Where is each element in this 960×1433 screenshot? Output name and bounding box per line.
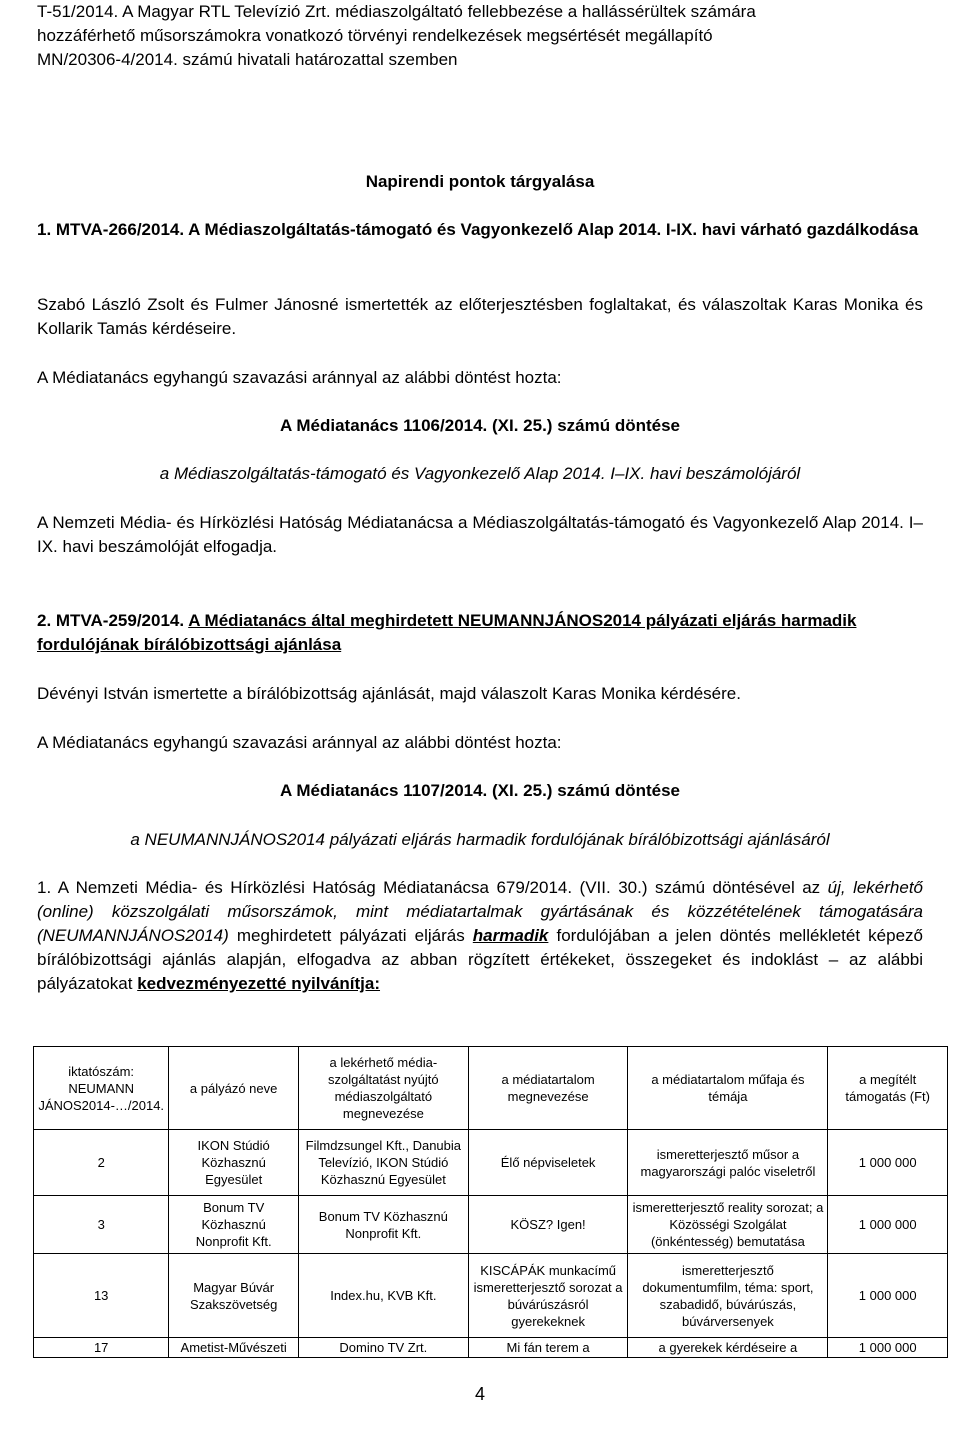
item1-vote: A Médiatanács egyhangú szavazási aránnyal az alábbi döntést hozta: xyxy=(37,368,562,387)
table-cell: Ametist-Művészeti xyxy=(169,1338,299,1358)
para-part-a: 1. A Nemzeti Média- és Hírközlési Hatóság Médiatanácsa 679/2014. (VII. 30.) számú döntésével az xyxy=(37,878,821,897)
table-cell: Filmdzsungel Kft., Danubia Televízió, IKON Stúdió Közhasznú Egyesület xyxy=(298,1130,468,1196)
table-cell: 1 000 000 xyxy=(828,1338,948,1358)
para-part-italic: új, lekérhető (online) közszolgálati műsorszámok, mint médiatartalmak gyártásának és közzétételének támogatására (NEUMANNJÁNOS2014) xyxy=(37,878,923,945)
table-cell: ismeretterjesztő dokumentumfilm, téma: sport, szabadidő, búvárúszás, búvárversenyek xyxy=(628,1254,828,1338)
table-cell: Bonum TV Közhasznú Nonprofit Kft. xyxy=(169,1196,299,1254)
item2-title xyxy=(37,609,923,657)
section-title: Napirendi pontok tárgyalása xyxy=(365,172,595,191)
item2-body: Dévényi István ismertette a bírálóbizottság ajánlását, majd válaszolt Karas Monika kérdésére. xyxy=(37,684,741,703)
table-cell: Magyar Búvár Szakszövetség xyxy=(169,1254,299,1338)
table-cell: 2 xyxy=(34,1130,169,1196)
para-part-bold2: kedvezményezetté nyilvánítja: xyxy=(137,974,381,993)
grant-table xyxy=(33,1046,948,1358)
table-header-row xyxy=(34,1047,948,1130)
item2-vote: A Médiatanács egyhangú szavazási aránnyal az alábbi döntést hozta: xyxy=(37,733,562,752)
para-part-b: meghirdetett pályázati eljárás xyxy=(236,926,465,945)
item2-title-rest: A Médiatanács által meghirdetett NEUMANNJÁNOS2014 pályázati eljárás harmadik fordulójának bírálóbizottsági ajánlása xyxy=(37,611,857,654)
table-header-cell: a médiatartalom megnevezése xyxy=(468,1047,628,1130)
table-cell: KISCÁPÁK munkacímű ismeretterjesztő sorozat a búvárúszásról gyerekeknek xyxy=(468,1254,628,1338)
table-cell: IKON Stúdió Közhasznú Egyesület xyxy=(169,1130,299,1196)
item1-title: 1. MTVA-266/2014. A Médiaszolgáltatás-támogató és Vagyonkezelő Alap 2014. I-IX. havi várható gazdálkodása xyxy=(37,220,919,239)
table-cell: 3 xyxy=(34,1196,169,1254)
header-line-2: hozzáférhető műsorszámokra vonatkozó törvényi rendelkezések megsértését megállapító xyxy=(37,26,713,45)
item1-decision-text: A Nemzeti Média- és Hírközlési Hatóság Médiatanácsa a Médiaszolgáltatás-támogató és Vagyonkezelő Alap 2014. I–IX. havi beszámolóját elfogadja. xyxy=(37,513,923,556)
item2-decision-paragraph xyxy=(37,876,923,996)
table-row xyxy=(34,1196,948,1254)
table-cell: Index.hu, KVB Kft. xyxy=(298,1254,468,1338)
table-row xyxy=(34,1254,948,1338)
para-part-c: fordulójában a jelen döntés mellékletét képező bírálóbizottsági ajánlás alapján, elfogadva az abban rögzített értékeket, összegeket és indoklást – az alábbi pályázatokat xyxy=(37,926,923,993)
table-cell: 1 000 000 xyxy=(828,1130,948,1196)
item2-decision-subtitle: a NEUMANNJÁNOS2014 pályázati eljárás harmadik fordulójának bírálóbizottsági ajánlásáról xyxy=(130,830,830,849)
header-line-3: MN/20306-4/2014. számú hivatali határozattal szemben xyxy=(37,50,458,69)
table-header-cell: a megítélt támogatás (Ft) xyxy=(828,1047,948,1130)
para-part-bold: harmadik xyxy=(472,926,549,945)
table-cell: Bonum TV Közhasznú Nonprofit Kft. xyxy=(298,1196,468,1254)
item2-decision-title: A Médiatanács 1107/2014. (XI. 25.) számú döntése xyxy=(280,781,680,800)
table-row xyxy=(34,1130,948,1196)
table-cell: ismeretterjesztő műsor a magyarországi palóc viseletről xyxy=(628,1130,828,1196)
header-paragraph xyxy=(37,0,923,72)
item1-decision-title: A Médiatanács 1106/2014. (XI. 25.) számú döntése xyxy=(280,416,680,435)
page-number: 4 xyxy=(474,1384,485,1404)
item1-body: Szabó László Zsolt és Fulmer Jánosné ismertették az előterjesztésben foglaltakat, és válaszoltak Karas Monika és Kollarik Tamás kérdéseire. xyxy=(37,295,923,338)
table-row xyxy=(34,1338,948,1358)
table-cell: 17 xyxy=(34,1338,169,1358)
table-cell: Mi fán terem a xyxy=(468,1338,628,1358)
table-header-cell: a lekérhető média-szolgáltatást nyújtó médiaszolgáltató megnevezése xyxy=(298,1047,468,1130)
table-cell: KÖSZ? Igen! xyxy=(468,1196,628,1254)
table-cell: 1 000 000 xyxy=(828,1196,948,1254)
table-cell: a gyerekek kérdéseire a xyxy=(628,1338,828,1358)
header-line-1: T-51/2014. A Magyar RTL Televízió Zrt. médiaszolgáltató fellebbezése a hallássérültek számára xyxy=(37,2,756,21)
table-header-cell: a médiatartalom műfaja és témája xyxy=(628,1047,828,1130)
table-cell: 1 000 000 xyxy=(828,1254,948,1338)
table-cell: Domino TV Zrt. xyxy=(298,1338,468,1358)
table-cell: ismeretterjesztő reality sorozat; a Közösségi Szolgálat (önkéntesség) bemutatása xyxy=(628,1196,828,1254)
item1-decision-subtitle: a Médiaszolgáltatás-támogató és Vagyonkezelő Alap 2014. I–IX. havi beszámolójáról xyxy=(159,464,801,483)
table-header-cell: iktatószám: NEUMANN JÁNOS2014-…/2014. xyxy=(34,1047,169,1130)
item2-title-prefix: 2. MTVA-259/2014. xyxy=(37,611,185,630)
table-cell: 13 xyxy=(34,1254,169,1338)
table-cell: Élő népviseletek xyxy=(468,1130,628,1196)
table-header-cell: a pályázó neve xyxy=(169,1047,299,1130)
